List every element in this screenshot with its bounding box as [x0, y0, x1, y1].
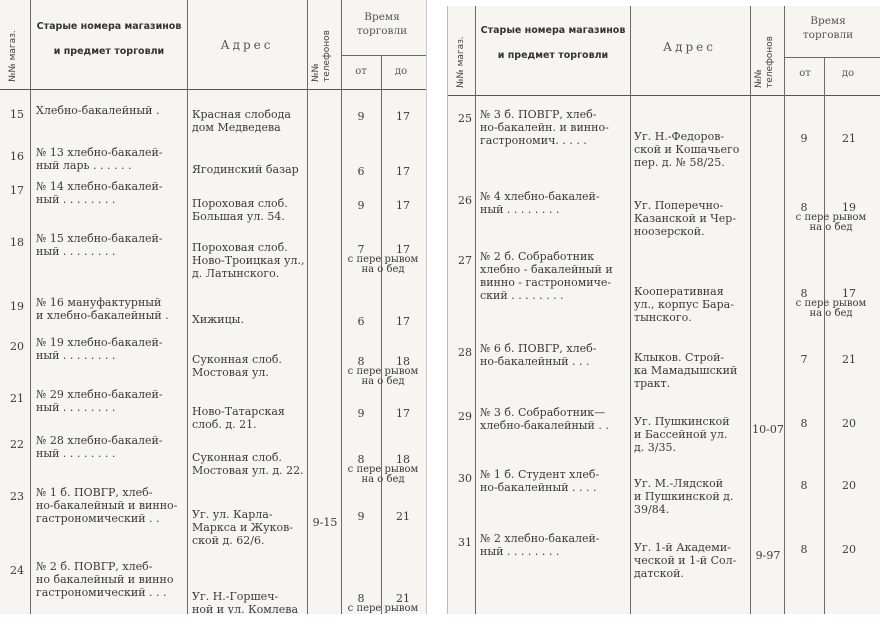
store-name: № 4 хлебно-бакалей- ный . . . . . . . . [480, 190, 600, 216]
address: Суконная слоб. Мостовая ул. [192, 353, 282, 379]
lunch-break-note: с пере рывом на о бед [347, 366, 419, 387]
header-shop-number: №№ магаз. [456, 36, 466, 88]
shop-number: 19 [10, 300, 24, 313]
shop-number: 18 [10, 236, 24, 249]
time-from: 8 [800, 543, 808, 556]
shop-number: 29 [458, 410, 472, 423]
shop-number: 27 [458, 254, 472, 267]
address: Суконная слоб. Мостовая ул. д. 22. [192, 451, 304, 477]
time-to: 18 [396, 355, 410, 368]
time-to: 17 [396, 110, 410, 123]
header-phone: №№ телефонов [754, 36, 775, 88]
shop-number: 22 [10, 438, 24, 451]
header-store-line1: Старые номера магазинов [480, 25, 626, 36]
time-from: 8 [800, 287, 808, 300]
time-to: 20 [842, 417, 856, 430]
scan-margin [0, 614, 880, 629]
shop-number: 24 [10, 564, 24, 577]
header-time: Время торговли [802, 15, 854, 41]
time-to: 20 [842, 543, 856, 556]
time-from: 8 [357, 355, 365, 368]
store-name: № 1 б. ПОВГР, хлеб- но-бакалейный и винно- гастрономический . . [36, 486, 178, 525]
address: Уг. Н.-Федоров- ской и Кошачьего пер. д. № 58/25. [634, 130, 740, 169]
header-time: Время торговли [356, 11, 408, 37]
time-to: 20 [842, 479, 856, 492]
shop-number: 30 [458, 472, 472, 485]
store-name: № 3 б. Собработник— хлебно-бакалейный . . [480, 406, 609, 432]
time-to: 21 [396, 510, 410, 523]
store-name: № 19 хлебно-бакалей- ный . . . . . . . . [36, 336, 163, 362]
time-from: 9 [357, 110, 365, 123]
header-shop-number: №№ магаз. [8, 30, 18, 82]
time-from: 9 [357, 199, 365, 212]
store-name: № 16 мануфактурный и хлебно-бакалейный . [36, 296, 169, 322]
time-to: 17 [842, 287, 856, 300]
time-to: 21 [842, 132, 856, 145]
address: Хижицы. [192, 313, 244, 326]
header-address: Адрес [663, 40, 716, 54]
shop-number: 25 [458, 112, 472, 125]
header-from: от [799, 68, 811, 79]
shop-number: 26 [458, 194, 472, 207]
time-from: 8 [800, 479, 808, 492]
time-from: 6 [357, 165, 365, 178]
shop-number: 23 [10, 490, 24, 503]
time-from: 7 [357, 243, 365, 256]
address: Уг. М.-Лядской и Пушкинской д. 39/84. [634, 477, 734, 516]
left-page [0, 0, 427, 614]
lunch-break-note: с пере рывом на о бед [347, 464, 419, 485]
time-to: 19 [842, 201, 856, 214]
lunch-break-note: с пере рывом на о бед [795, 212, 867, 233]
address: Красная слобода дом Медведева [192, 108, 291, 134]
time-from: 8 [800, 201, 808, 214]
address: Ново-Татарская слоб. д. 21. [192, 405, 285, 431]
time-to: 17 [396, 243, 410, 256]
store-name: № 1 б. Студент хлеб- но-бакалейный . . . . [480, 468, 600, 494]
time-to: 17 [396, 199, 410, 212]
time-from: 6 [357, 315, 365, 328]
address: Пороховая слоб. Ново-Троицкая ул., д. Латынского. [192, 241, 305, 280]
time-from: 8 [800, 417, 808, 430]
store-name: № 2 б. Собработник хлебно - бакалейный и винно - гастрономиче- ский . . . . . . . . [480, 250, 613, 302]
time-to: 17 [396, 315, 410, 328]
time-to: 17 [396, 165, 410, 178]
shop-number: 28 [458, 346, 472, 359]
address: Кооперативная ул., корпус Бара- тынского. [634, 285, 734, 324]
store-name: № 14 хлебно-бакалей- ный . . . . . . . . [36, 180, 163, 206]
address: Уг. Поперечно- Казанской и Чер- ноозерской. [634, 199, 737, 238]
time-to: 21 [842, 353, 856, 366]
lunch-break-note: с пере рывом на о бед [795, 298, 867, 319]
shop-number: 20 [10, 340, 24, 353]
time-to: 18 [396, 453, 410, 466]
phone-number: 9-15 [312, 516, 338, 529]
header-phone: №№ телефонов [311, 30, 332, 82]
right-page [447, 6, 880, 614]
address: Уг. Пушкинской и Бассейной ул. д. 3/35. [634, 415, 730, 454]
address: Пороховая слоб. Большая ул. 54. [192, 197, 288, 223]
header-store-line2: и предмет торговли [497, 50, 609, 61]
header-to: до [394, 66, 408, 77]
header-from: от [355, 66, 367, 77]
store-name: № 3 б. ПОВГР, хлеб- но-бакалейн. и винно- гастрономич. . . . . [480, 108, 609, 147]
time-from: 8 [357, 592, 365, 605]
time-from: 9 [800, 132, 808, 145]
time-to: 21 [396, 592, 410, 605]
address: Клыков. Строй- ка Мамадышский тракт. [634, 351, 738, 390]
shop-number: 15 [10, 108, 24, 121]
store-name: № 6 б. ПОВГР, хлеб- но-бакалейный . . . [480, 342, 597, 368]
table-header [0, 0, 426, 90]
lunch-break-note: с пере рывом [347, 603, 419, 614]
time-to: 17 [396, 407, 410, 420]
store-name: № 28 хлебно-бакалей- ный . . . . . . . . [36, 434, 163, 460]
time-from: 7 [800, 353, 808, 366]
time-from: 9 [357, 510, 365, 523]
header-address: Адрес [220, 38, 274, 52]
phone-number: 10-07 [752, 423, 784, 436]
address: Уг. Н.-Горшеч- ной и ул. Комлева [192, 590, 299, 614]
lunch-break-note: с пере рывом на о бед [347, 254, 419, 275]
shop-number: 17 [10, 184, 24, 197]
header-store-line1: Старые номера магазинов [36, 21, 182, 32]
table-header [448, 6, 880, 96]
address: Уг. 1-й Академи- ческой и 1-й Сол- датской. [634, 541, 737, 580]
shop-number: 21 [10, 392, 24, 405]
store-name: № 15 хлебно-бакалей- ный . . . . . . . . [36, 232, 163, 258]
time-from: 9 [357, 407, 365, 420]
store-name: № 13 хлебно-бакалей- ный ларь . . . . . . [36, 146, 163, 172]
time-from: 8 [357, 453, 365, 466]
shop-number: 31 [458, 536, 472, 549]
store-name: № 29 хлебно-бакалей- ный . . . . . . . . [36, 388, 163, 414]
phone-number: 9-97 [755, 549, 781, 562]
store-name: № 2 б. ПОВГР, хлеб- но бакалейный и винно гастрономический . . . [36, 560, 174, 599]
address: Ягодинский базар [192, 163, 299, 176]
header-to: до [841, 68, 855, 79]
header-store-line2: и предмет торговли [53, 46, 165, 57]
address: Уг. ул. Карла- Маркса и Жуков- ской д. 62/6. [192, 508, 294, 547]
shop-number: 16 [10, 150, 24, 163]
store-name: Хлебно-бакалейный . [36, 104, 160, 117]
store-name: № 2 хлебно-бакалей- ный . . . . . . . . [480, 532, 600, 558]
